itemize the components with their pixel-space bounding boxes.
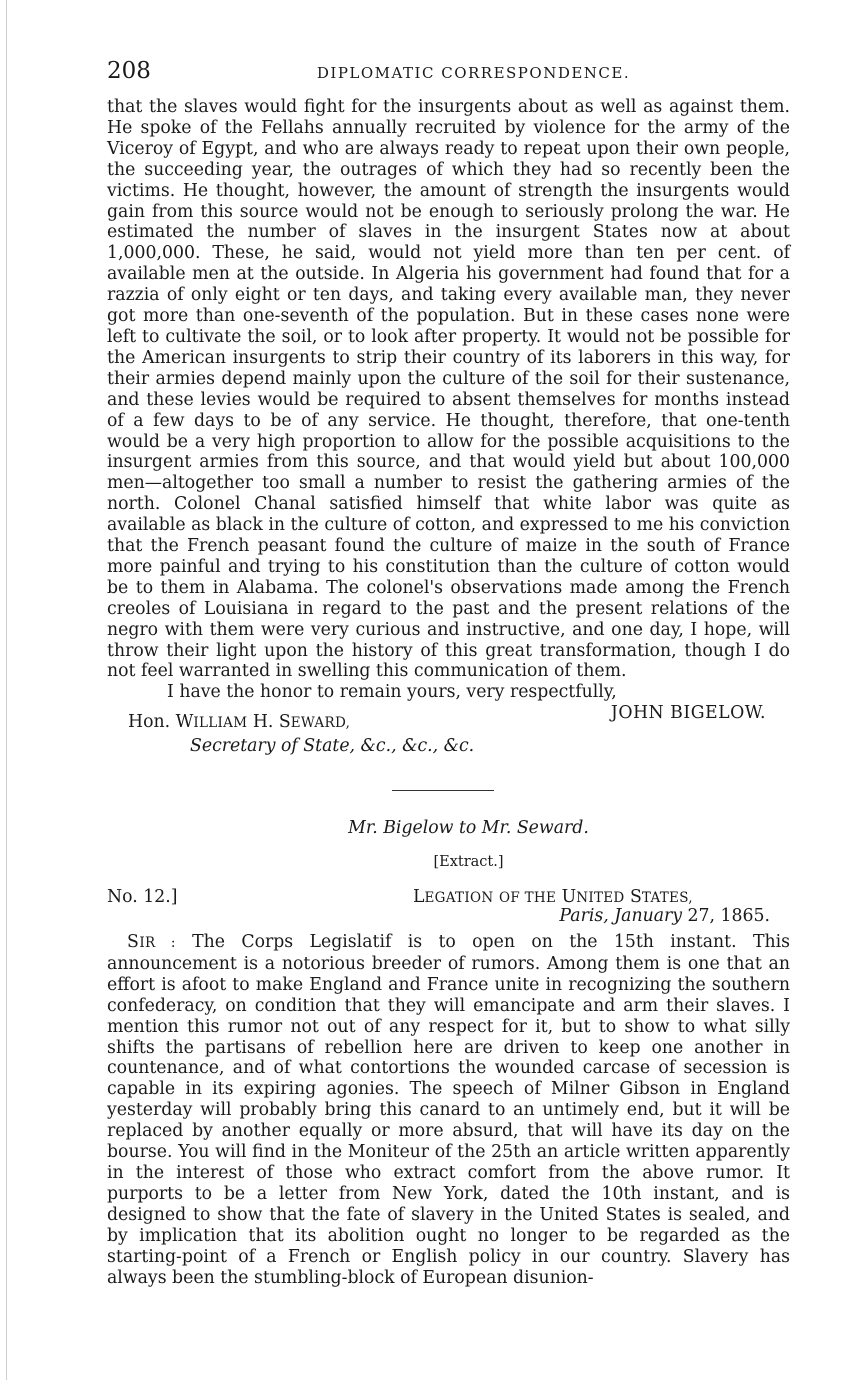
letter-heading: Mr. Bigelow to Mr. Seward. (348, 818, 589, 838)
letter-body (107, 932, 790, 1288)
addressee-name: Hon. WILLIAM H. SEWARD, (128, 712, 351, 732)
page-header (107, 58, 790, 88)
section-divider (392, 790, 494, 791)
closing-line: I have the honor to remain yours, very respectfully, (167, 682, 617, 703)
scan-edge-line (6, 0, 7, 1380)
addressee-title: Secretary of State, &c., &c., &c. (190, 736, 475, 756)
dateline: Paris, January 27, 1865. (559, 906, 770, 926)
continued-paragraph: that the slaves would fight for the insurgents about as well as against them. He spoke of the Fellahs annually recruited by violence for the army of the Viceroy of Egypt, and who are always ready to repeat upon their own people, the succeeding year, the outrages of which they had so recently been the victims. He thought, however, the amount of strength the insurgents would gain from this source would not be enough to seriously prolong the war. He estimated the number of slaves in the insurgent States now at about 1,000,000. These, he said, would not yield more than ten per cent. of available men at the outside. In Algeria his government had found that for a razzia of only eight or ten days, and taking every available man, they never got more than one-seventh of the population. But in these cases none were left to cultivate the soil, or to look after property. It would not be possible for the American insurgents to strip their country of its laborers in this way, for their armies depend mainly upon the culture of the soil for their sustenance, and these levies would be required to absent themselves for months instead of a few days to be of any service. He thought, therefore, that one-tenth would be a very high proportion to allow for the possible acquisitions to the insurgent armies from this source, and that would yield but about 100,000 men—altogether too small a number to resist the gathering armies of the north. Colonel Chanal satisfied himself that white labor was quite as available as black in the culture of cotton, and expressed to me his conviction that the French peasant found the culture of maize in the south of France more painful and trying to his constitution than the culture of cotton would be to them in Alabama. The colonel's observations made among the French creoles of Louisiana in regard to the past and the present relations of the negro with them were very curious and instructive, and one day, I hope, will throw their light upon the history of this great transformation, though I do not feel warranted in swelling this communication of them. (107, 97, 790, 682)
running-title: DIPLOMATIC CORRESPONDENCE. (316, 64, 631, 82)
extract-note: [Extract.] (433, 854, 504, 870)
dispatch-number: No. 12.] (107, 887, 178, 907)
salutation: SIR : (127, 932, 176, 952)
page-number: 208 (107, 58, 151, 84)
continued-letter (107, 97, 790, 724)
letter-paragraph: SIR : The Corps Legislatif is to open on the 15th instant. This announcement is a notorious breeder of rumors. Among them is one that an effort is afoot to make England and France unite in recognizing the southern confederacy, on condition that they will emancipate and arm their slaves. I mention this rumor not out of any respect for it, but to show to what silly shifts the partisans of rebellion here are driven to keep one another in countenance, and of what contortions the wounded carcase of secession is capable in its expiring agonies. The speech of Milner Gibson in England yesterday will probably bring this canard to an untimely end, but it will be replaced by another equally or more absurd, that will have its day on the bourse. You will find in the Moniteur of the 25th an article written apparently in the interest of those who extract comfort from the above rumor. It purports to be a letter from New York, dated the 10th instant, and is designed to show that the fate of slavery in the United States is sealed, and by implication that its abolition ought no longer to be regarded as the starting-point of a French or English policy in our country. Slavery has always been the stumbling-block of European disunion- (107, 932, 791, 1288)
legation-line: LEGATION OF THE UNITED STATES, (413, 887, 693, 907)
addressee-block (128, 711, 474, 758)
signature: JOHN BIGELOW. (610, 703, 766, 724)
